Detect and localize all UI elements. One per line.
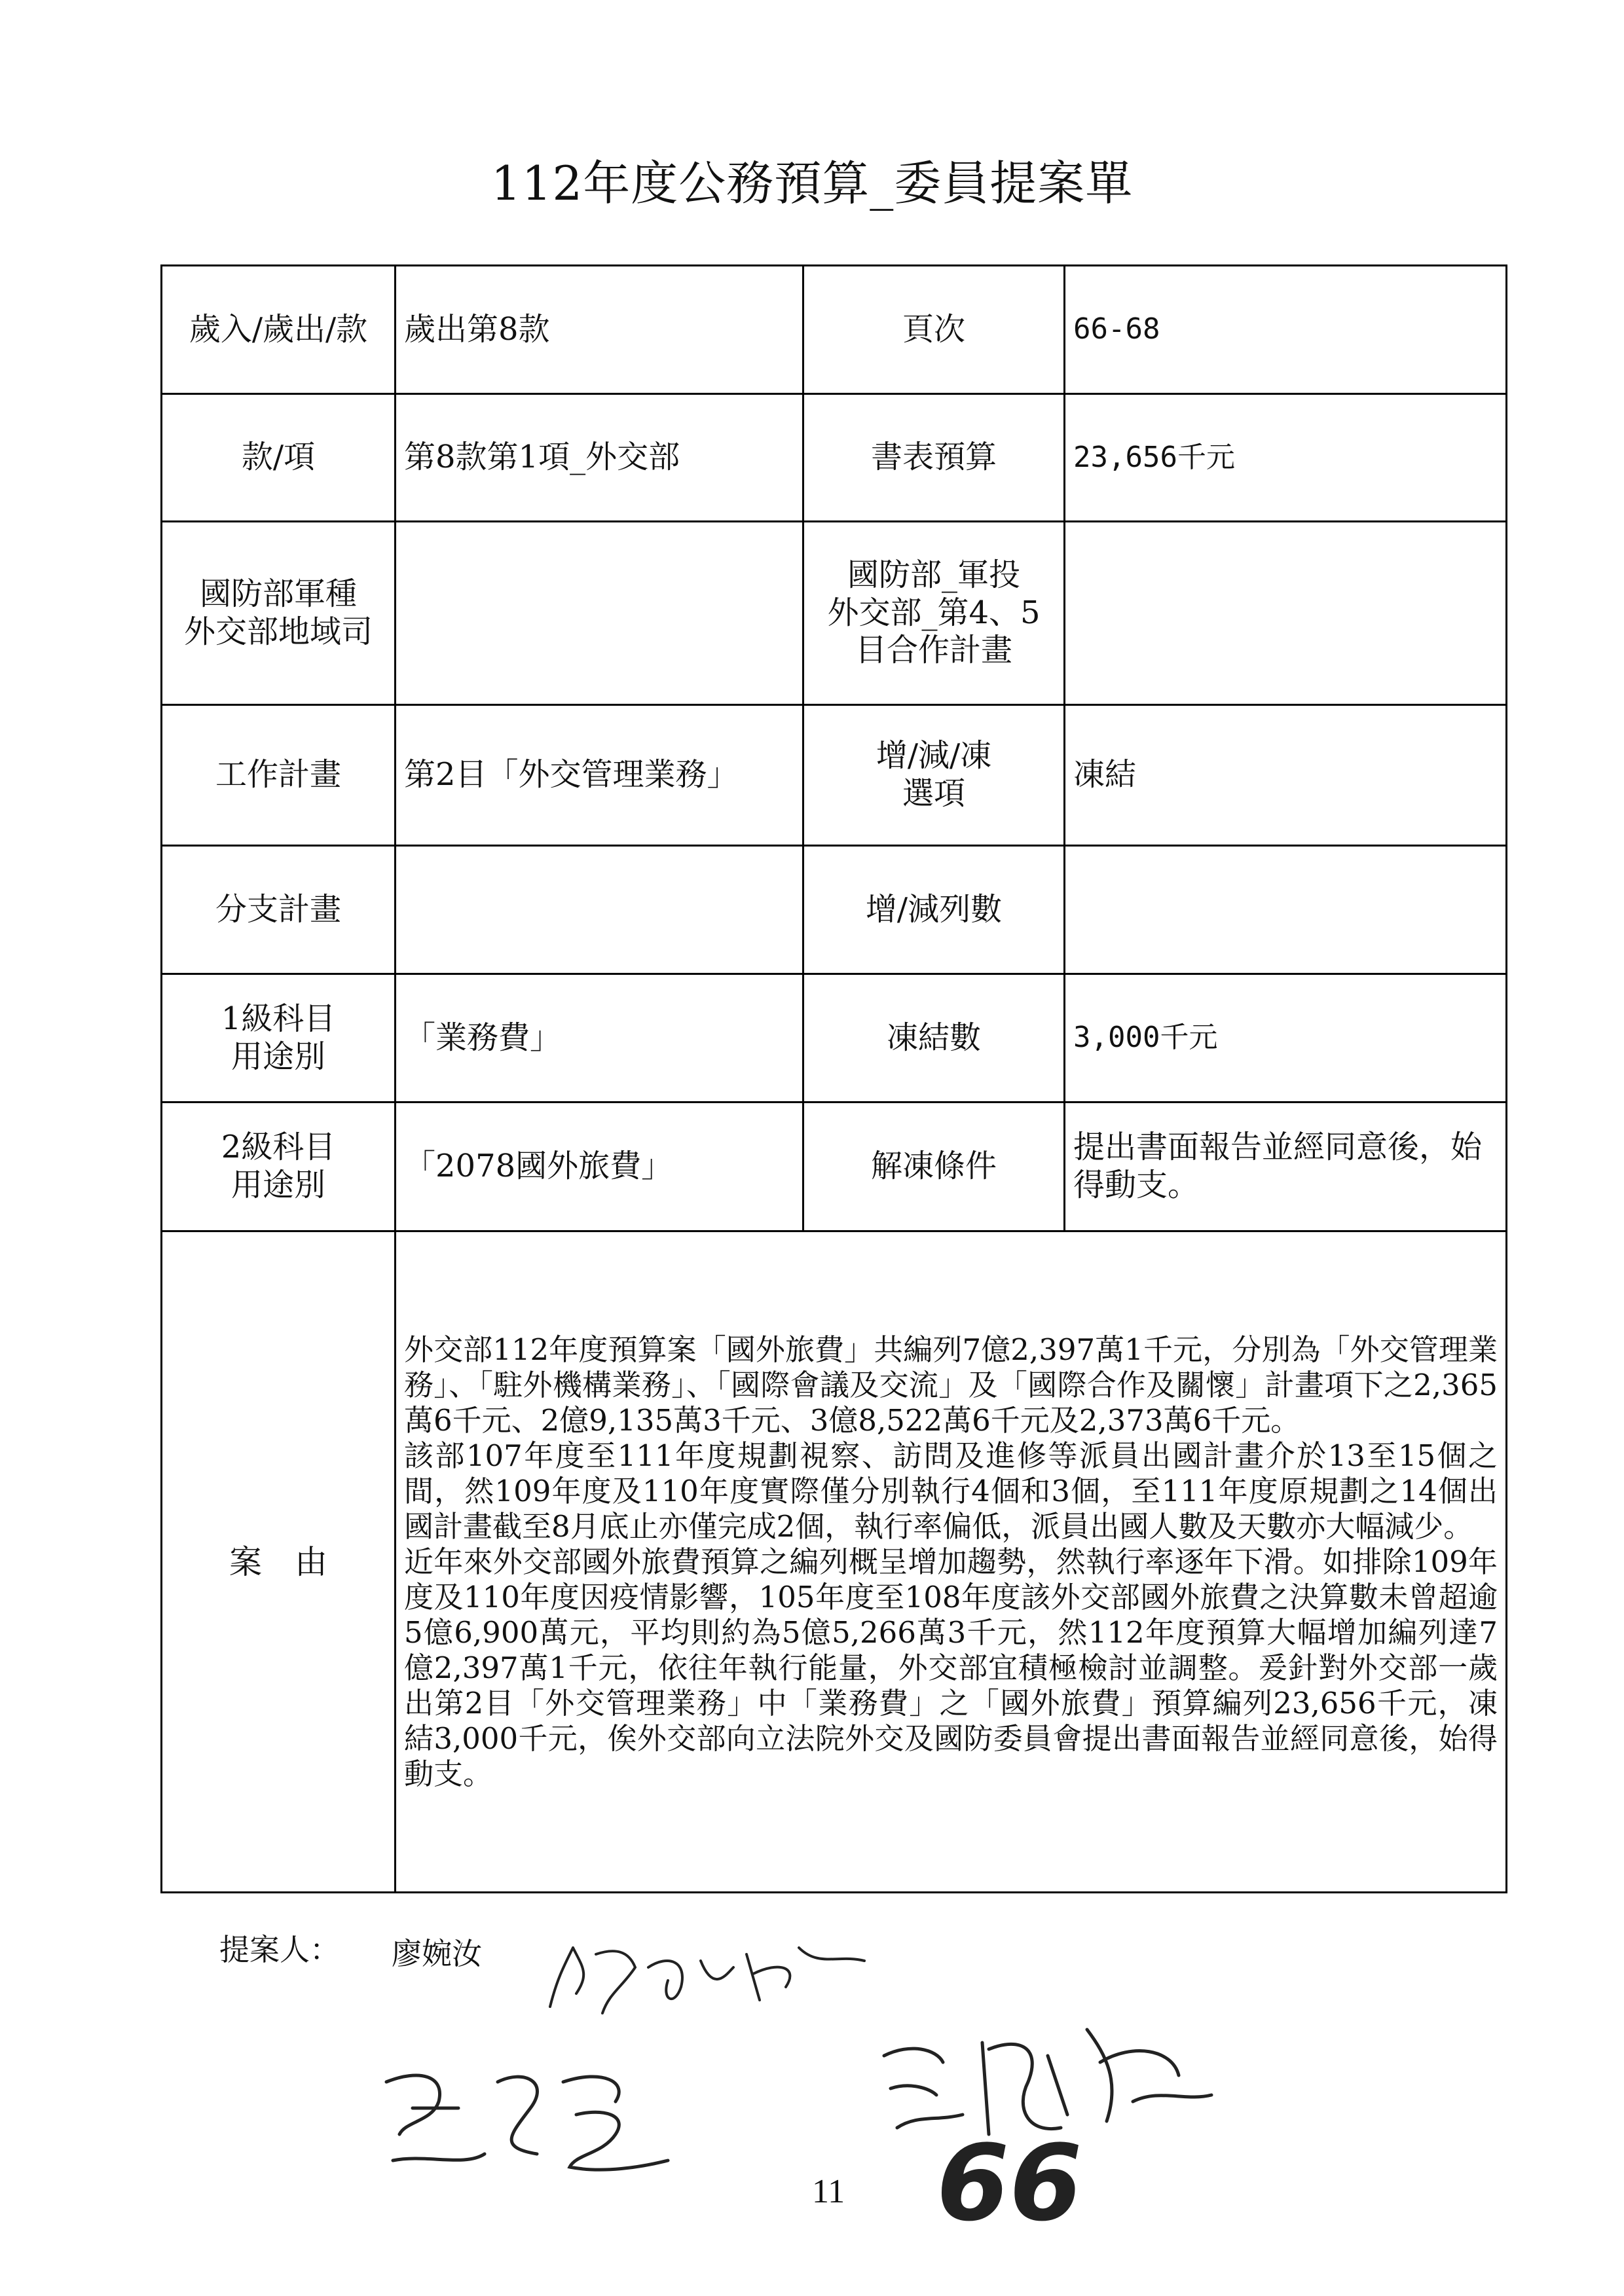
label-line: 外交部地域司	[183, 613, 373, 650]
label-line: 1級科目	[221, 1000, 336, 1037]
form-row	[162, 266, 1507, 394]
label-line: 外交部_第4、5	[827, 594, 1041, 631]
reason-paragraph: 該部107年度至111年度規劃視察、訪問及進修等派員出國計畫介於13至15個之間，然109年度及110年度實際僅分別執行4個和3個，至111年度原規劃之14個出國計畫截至8月底止亦僅完成2個，執行率偏低，派員出國人數及天數亦大幅減少。	[404, 1438, 1498, 1544]
handwritten-page-number: 66	[936, 2122, 1082, 2244]
label-line: 選項	[902, 775, 965, 812]
proposal-form-table	[160, 264, 1507, 1893]
field-value: 凍結	[1065, 705, 1507, 846]
label-line: 用途別	[231, 1167, 325, 1203]
form-row	[162, 974, 1507, 1102]
field-value: 「2078國外旅費」	[396, 1102, 803, 1231]
field-value	[396, 846, 803, 974]
field-label	[162, 522, 396, 705]
page-number: 11	[812, 2173, 845, 2210]
label-line: 增/減/凍	[876, 737, 992, 774]
form-row	[162, 705, 1507, 846]
label-line: 目合作計畫	[855, 632, 1012, 669]
form-row	[162, 522, 1507, 705]
field-value: 3,000千元	[1065, 974, 1507, 1102]
field-value: 歲出第8款	[396, 266, 803, 394]
proposer-name: 廖婉汝	[392, 1936, 482, 1971]
field-value	[1065, 846, 1507, 974]
label-line: 用途別	[231, 1038, 325, 1075]
field-value: 「業務費」	[396, 974, 803, 1102]
field-label	[162, 1102, 396, 1231]
reason-label: 案 由	[162, 1231, 396, 1893]
field-label: 頁次	[803, 266, 1065, 394]
field-value	[1065, 522, 1507, 705]
document-title: 112年度公務預算_委員提案單	[490, 156, 1134, 211]
field-label: 工作計畫	[162, 705, 396, 846]
field-value: 第8款第1項_外交部	[396, 394, 803, 522]
field-value: 第2目「外交管理業務」	[396, 705, 803, 846]
field-label: 增/減列數	[803, 846, 1065, 974]
field-value: 23,656千元	[1065, 394, 1507, 522]
field-label: 書表預算	[803, 394, 1065, 522]
signature-1	[537, 1928, 877, 2026]
field-label: 款/項	[162, 394, 396, 522]
field-label: 分支計畫	[162, 846, 396, 974]
form-row	[162, 1102, 1507, 1231]
field-label	[803, 522, 1065, 705]
field-label	[803, 705, 1065, 846]
label-line: 國防部軍種	[199, 575, 357, 612]
form-row	[162, 394, 1507, 522]
field-label: 歲入/歲出/款	[162, 266, 396, 394]
reason-text	[396, 1231, 1507, 1893]
field-label	[162, 974, 396, 1102]
label-line: 國防部_軍投	[847, 556, 1020, 594]
field-value: 提出書面報告並經同意後，始得動支。	[1065, 1102, 1507, 1231]
label-line: 2級科目	[221, 1129, 336, 1166]
signature-2	[367, 2043, 707, 2187]
proposer-label: 提案人：	[219, 1932, 340, 1967]
reason-paragraph: 外交部112年度預算案「國外旅費」共編列7億2,397萬1千元，分別為「外交管理業務」、「駐外機構業務」、「國際會議及交流」及「國際合作及關懷」計畫項下之2,365萬6千元、2億9,135萬3千元、3億8,522萬6千元及2,373萬6千元。	[404, 1332, 1498, 1438]
reason-paragraph: 近年來外交部國外旅費預算之編列概呈增加趨勢，然執行率逐年下滑。如排除109年度及110年度因疫情影響，105年度至108年度該外交部國外旅費之決算數未曾超逾5億6,900萬元，平均則約為5億5,266萬3千元，然112年度預算大幅增加編列達7億2,397萬1千元，依往年執行能量，外交部宜積極檢討並調整。爰針對外交部一歲出第2目「外交管理業務」中「業務費」之「國外旅費」預算編列23,656千元，凍結3,000千元，俟外交部向立法院外交及國防委員會提出書面報告並經同意後，始得動支。	[404, 1544, 1498, 1791]
form-row	[162, 846, 1507, 974]
field-label: 解凍條件	[803, 1102, 1065, 1231]
field-value	[396, 522, 803, 705]
reason-row	[162, 1231, 1507, 1893]
field-value: 66-68	[1065, 266, 1507, 394]
field-label: 凍結數	[803, 974, 1065, 1102]
